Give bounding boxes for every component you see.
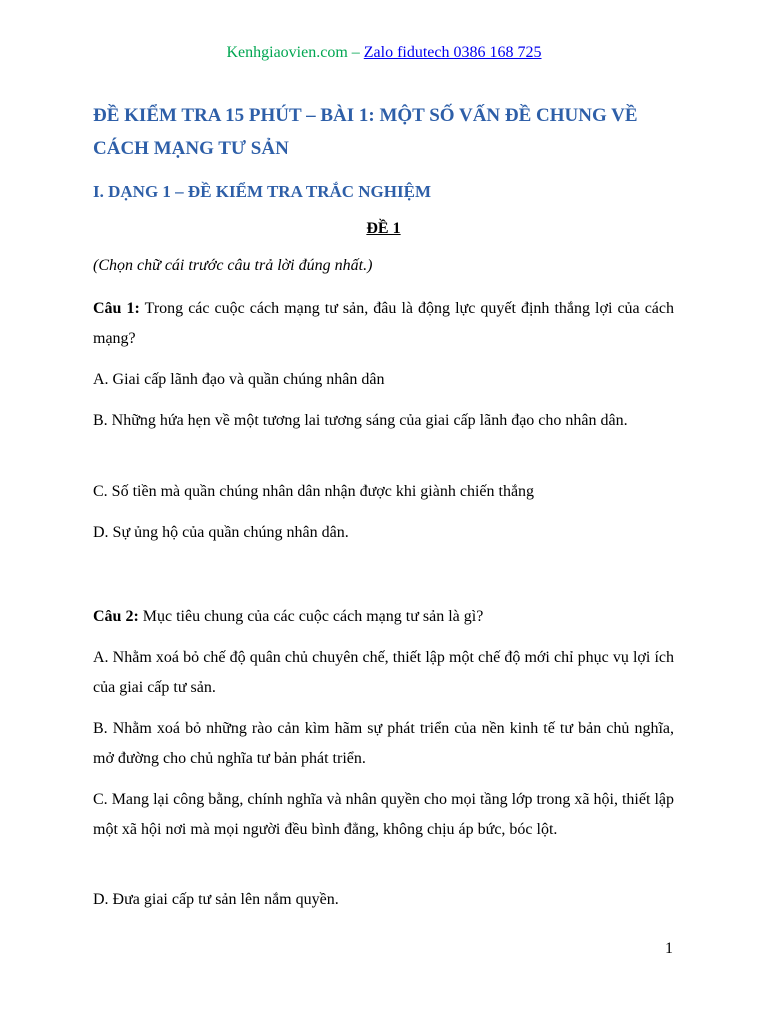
option: D. Đưa giai cấp tư sản lên nắm quyền. <box>93 891 339 908</box>
instruction: (Chọn chữ cái trước câu trả lời đúng nhất.) <box>93 257 373 274</box>
question-label: Câu 2: <box>93 608 139 625</box>
question-text: Mục tiêu chung của các cuộc cách mạng tư sản là gì? <box>138 608 484 625</box>
page-number: 1 <box>665 940 673 957</box>
section-heading: I. DẠNG 1 – ĐỀ KIỂM TRA TRẮC NGHIỆM <box>93 182 431 201</box>
option: C. Mang lại công bằng, chính nghĩa và nhân quyền cho mọi tầng lớp trong xã hội, thiết lập một xã hội nơi mà mọi người đều bình đẳng, không chịu áp bức, bóc lột. <box>93 791 674 838</box>
zalo-link[interactable]: Zalo fidutech 0386 168 725 <box>363 44 542 61</box>
option: A. Nhằm xoá bỏ chế độ quân chủ chuyên chế, thiết lập một chế độ mới chỉ phục vụ lợi ích của giai cấp tư sản. <box>93 649 674 696</box>
question-text: Trong các cuộc cách mạng tư sản, đâu là động lực quyết định thắng lợi của cách mạng? <box>93 300 675 347</box>
document-title: ĐỀ KIỂM TRA 15 PHÚT – BÀI 1: MỘT SỐ VẤN ĐỀ CHUNG VỀ CÁCH MẠNG TƯ SẢN <box>93 105 638 159</box>
exam-label: ĐỀ 1 <box>366 220 401 237</box>
option: A. Giai cấp lãnh đạo và quần chúng nhân dân <box>93 371 385 388</box>
option: D. Sự ủng hộ của quần chúng nhân dân. <box>93 524 349 541</box>
option: C. Số tiền mà quần chúng nhân dân nhận được khi giành chiến thắng <box>93 483 535 500</box>
question-label: Câu 1: <box>93 300 140 317</box>
question-1 <box>93 294 674 353</box>
site-name[interactable]: Kenhgiaovien.com <box>226 44 348 61</box>
page-header <box>0 44 768 62</box>
header-separator: – <box>347 44 364 61</box>
option: B. Nhằm xoá bỏ những rào cản kìm hãm sự phát triển của nền kinh tế tư bản chủ nghĩa, mở đường cho chủ nghĩa tư bản phát triển. <box>93 720 674 767</box>
question-2 <box>93 602 674 632</box>
option: B. Những hứa hẹn về một tương lai tương sáng của giai cấp lãnh đạo cho nhân dân. <box>93 412 628 429</box>
